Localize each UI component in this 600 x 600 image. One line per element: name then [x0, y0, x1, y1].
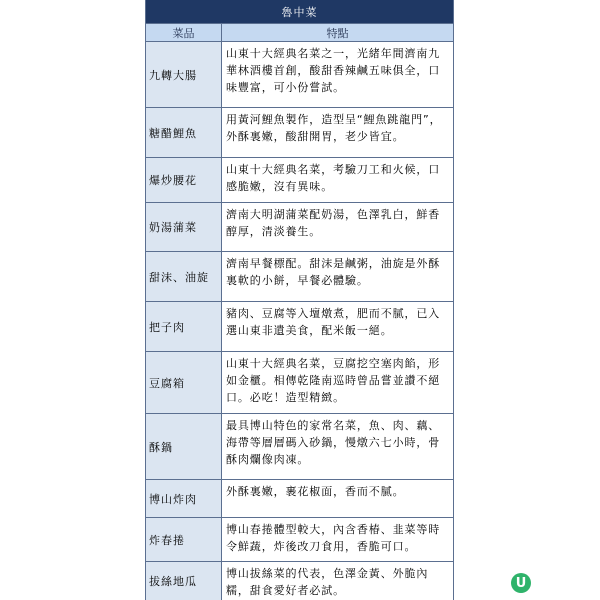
- dish-name: 奶湯蒲菜: [146, 203, 222, 251]
- dish-feature: 濟南早餐標配。甜沫是鹹粥，油旋是外酥裏軟的小餅，早餐必體驗。: [226, 257, 441, 287]
- table-row: [146, 414, 453, 480]
- header-dish: 菜品: [146, 24, 222, 41]
- table-title: 魯中菜: [146, 0, 453, 24]
- dish-feature: 濟南大明湖蒲菜配奶湯，色澤乳白，鮮香醇厚，清淡養生。: [226, 208, 441, 238]
- table-row: [146, 108, 453, 158]
- dish-name: 糖醋鯉魚: [146, 108, 222, 157]
- dish-name: 爆炒腰花: [146, 158, 222, 202]
- dish-name: 把子肉: [146, 302, 222, 351]
- dish-feature: 最具博山特色的家常名菜，魚、肉、藕、海帶等層層碼入砂鍋，慢燉六七小時，骨酥肉爛像肉凍。: [226, 419, 441, 466]
- table-row: [146, 352, 453, 414]
- dish-feature: 山東十大經典名菜之一，光緒年間濟南九華林酒樓首創，酸甜香辣鹹五味俱全，口味豐富，可小份嘗試。: [226, 47, 441, 94]
- dish-name: 九轉大腸: [146, 42, 222, 107]
- table-row: [146, 562, 453, 600]
- dish-name: 豆腐箱: [146, 352, 222, 413]
- table-row: [146, 302, 453, 352]
- dish-name: 拔絲地瓜: [146, 562, 222, 600]
- dish-feature: 博山拔絲菜的代表，色澤金黃、外脆內糯，甜食愛好者必試。: [226, 567, 429, 597]
- dish-name: 炸春捲: [146, 518, 222, 561]
- dish-feature: 豬肉、豆腐等入壇燉煮，肥而不膩，已入選山東非遺美食，配米飯一絕。: [226, 307, 441, 337]
- dish-name: 博山炸肉: [146, 480, 222, 517]
- table-row: [146, 203, 453, 252]
- watermark-logo-icon: U: [511, 573, 531, 593]
- table-row: [146, 42, 453, 108]
- table-header: [146, 24, 453, 42]
- table-row: [146, 518, 453, 562]
- table-row: [146, 480, 453, 518]
- dish-name: 酥鍋: [146, 414, 222, 479]
- dish-name: 甜沫、油旋: [146, 252, 222, 301]
- table-row: [146, 252, 453, 302]
- dish-feature: 用黃河鯉魚製作，造型呈“鯉魚跳龍門”，外酥裏嫩，酸甜開胃，老少皆宜。: [226, 113, 442, 143]
- dish-feature: 博山春捲體型較大，內含香椿、韭菜等時令鮮蔬，炸後改刀食用，香脆可口。: [226, 523, 441, 553]
- header-feature: 特點: [326, 26, 349, 40]
- dish-table: [145, 0, 454, 600]
- table-row: [146, 158, 453, 203]
- dish-feature: 山東十大經典名菜，豆腐挖空塞肉餡，形如金櫃。相傳乾隆南巡時曾品嘗並讚不絕口。必吃！造型精緻。: [226, 357, 441, 404]
- dish-feature: 山東十大經典名菜，考驗刀工和火候，口感脆嫩，沒有異味。: [226, 163, 441, 193]
- dish-feature: 外酥裏嫩，裹花椒面，香而不膩。: [226, 485, 405, 498]
